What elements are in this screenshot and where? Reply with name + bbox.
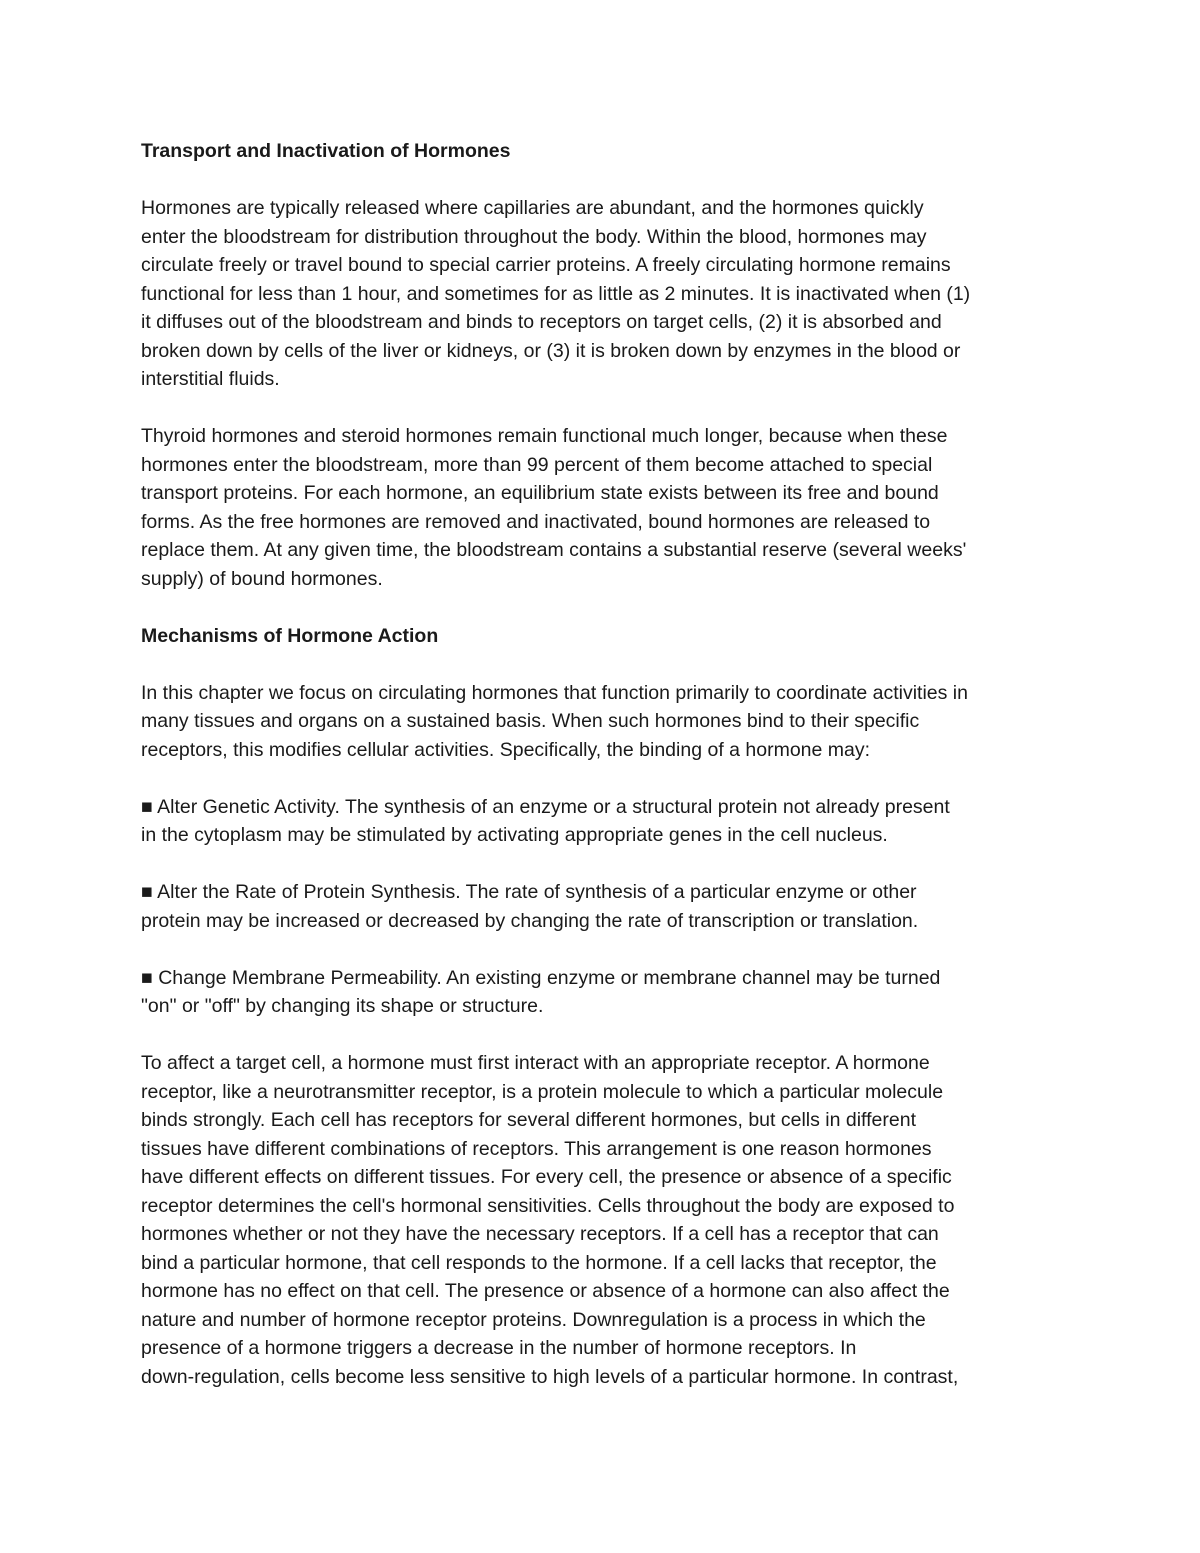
bullet-item bbox=[141, 878, 1066, 935]
paragraph bbox=[141, 1049, 1066, 1391]
section-heading bbox=[141, 622, 1066, 651]
paragraph-line: "on" or "off" by changing its shape or structure. bbox=[141, 995, 544, 1017]
paragraph-line: broken down by cells of the liver or kidneys, or (3) it is broken down by enzymes in the blood or bbox=[141, 339, 961, 362]
paragraph-line: it diffuses out of the bloodstream and binds to receptors on target cells, (2) it is absorbed and bbox=[141, 311, 942, 333]
paragraph-line: receptor, like a neurotransmitter receptor, is a protein molecule to which a particular molecule bbox=[141, 1080, 944, 1103]
paragraph-line: nature and number of hormone receptor proteins. Downregulation is a process in which the bbox=[141, 1308, 926, 1331]
paragraph-line: in the cytoplasm may be stimulated by activating appropriate genes in the cell nucleus. bbox=[141, 824, 888, 846]
paragraph bbox=[141, 679, 1066, 765]
paragraph-line: To affect a target cell, a hormone must first interact with an appropriate receptor. A hormone bbox=[141, 1052, 930, 1074]
paragraph-line: receptor determines the cell's hormonal sensitivities. Cells throughout the body are exposed to bbox=[141, 1194, 955, 1217]
paragraph-line: ■ Change Membrane Permeability. An existing enzyme or membrane channel may be turned bbox=[141, 966, 941, 989]
paragraph-line: bind a particular hormone, that cell responds to the hormone. If a cell lacks that receptor, the bbox=[141, 1251, 937, 1274]
paragraph-line: many tissues and organs on a sustained basis. When such hormones bind to their specific bbox=[141, 710, 920, 732]
paragraph-line: Hormones are typically released where capillaries are abundant, and the hormones quickly bbox=[141, 197, 924, 219]
paragraph bbox=[141, 422, 1066, 593]
paragraph-line: functional for less than 1 hour, and sometimes for as little as 2 minutes. It is inactivated when (1) bbox=[141, 282, 971, 305]
heading-text: Transport and Inactivation of Hormones bbox=[141, 140, 511, 162]
paragraph-line: interstitial fluids. bbox=[141, 368, 280, 390]
paragraph-line: tissues have different combinations of receptors. This arrangement is one reason hormones bbox=[141, 1137, 932, 1160]
paragraph-line: hormones enter the bloodstream, more than 99 percent of them become attached to special bbox=[141, 453, 933, 476]
paragraph-line: binds strongly. Each cell has receptors for several different hormones, but cells in different bbox=[141, 1109, 916, 1131]
document-page bbox=[141, 137, 1066, 1420]
paragraph-line: presence of a hormone triggers a decrease in the number of hormone receptors. In bbox=[141, 1337, 857, 1359]
paragraph-line: circulate freely or travel bound to special carrier proteins. A freely circulating hormone remains bbox=[141, 254, 951, 276]
paragraph-line: forms. As the free hormones are removed and inactivated, bound hormones are released to bbox=[141, 510, 931, 533]
paragraph bbox=[141, 194, 1066, 394]
paragraph-line: Thyroid hormones and steroid hormones remain functional much longer, because when these bbox=[141, 425, 948, 447]
paragraph-line: have different effects on different tissues. For every cell, the presence or absence of a specific bbox=[141, 1166, 952, 1188]
paragraph-line: replace them. At any given time, the bloodstream contains a substantial reserve (several weeks' bbox=[141, 539, 967, 561]
section-heading bbox=[141, 137, 1066, 166]
paragraph-line: down-regulation, cells become less sensitive to high levels of a particular hormone. In contrast, bbox=[141, 1365, 959, 1388]
heading-text: Mechanisms of Hormone Action bbox=[141, 624, 439, 647]
paragraph-line: protein may be increased or decreased by changing the rate of transcription or translation. bbox=[141, 909, 919, 932]
paragraph-line: hormone has no effect on that cell. The presence or absence of a hormone can also affect the bbox=[141, 1280, 950, 1302]
paragraph-line: hormones whether or not they have the necessary receptors. If a cell has a receptor that can bbox=[141, 1223, 939, 1245]
bullet-item bbox=[141, 793, 1066, 850]
paragraph-line: transport proteins. For each hormone, an equilibrium state exists between its free and bound bbox=[141, 482, 939, 504]
paragraph-line: receptors, this modifies cellular activities. Specifically, the binding of a hormone may: bbox=[141, 738, 871, 761]
paragraph-line: In this chapter we focus on circulating hormones that function primarily to coordinate activities in bbox=[141, 681, 968, 704]
paragraph-line: ■ Alter Genetic Activity. The synthesis of an enzyme or a structural protein not already present bbox=[141, 795, 950, 818]
paragraph-line: ■ Alter the Rate of Protein Synthesis. The rate of synthesis of a particular enzyme or other bbox=[141, 881, 917, 903]
paragraph-line: supply) of bound hormones. bbox=[141, 567, 383, 590]
paragraph-line: enter the bloodstream for distribution throughout the body. Within the blood, hormones may bbox=[141, 225, 927, 248]
bullet-item bbox=[141, 964, 1066, 1021]
